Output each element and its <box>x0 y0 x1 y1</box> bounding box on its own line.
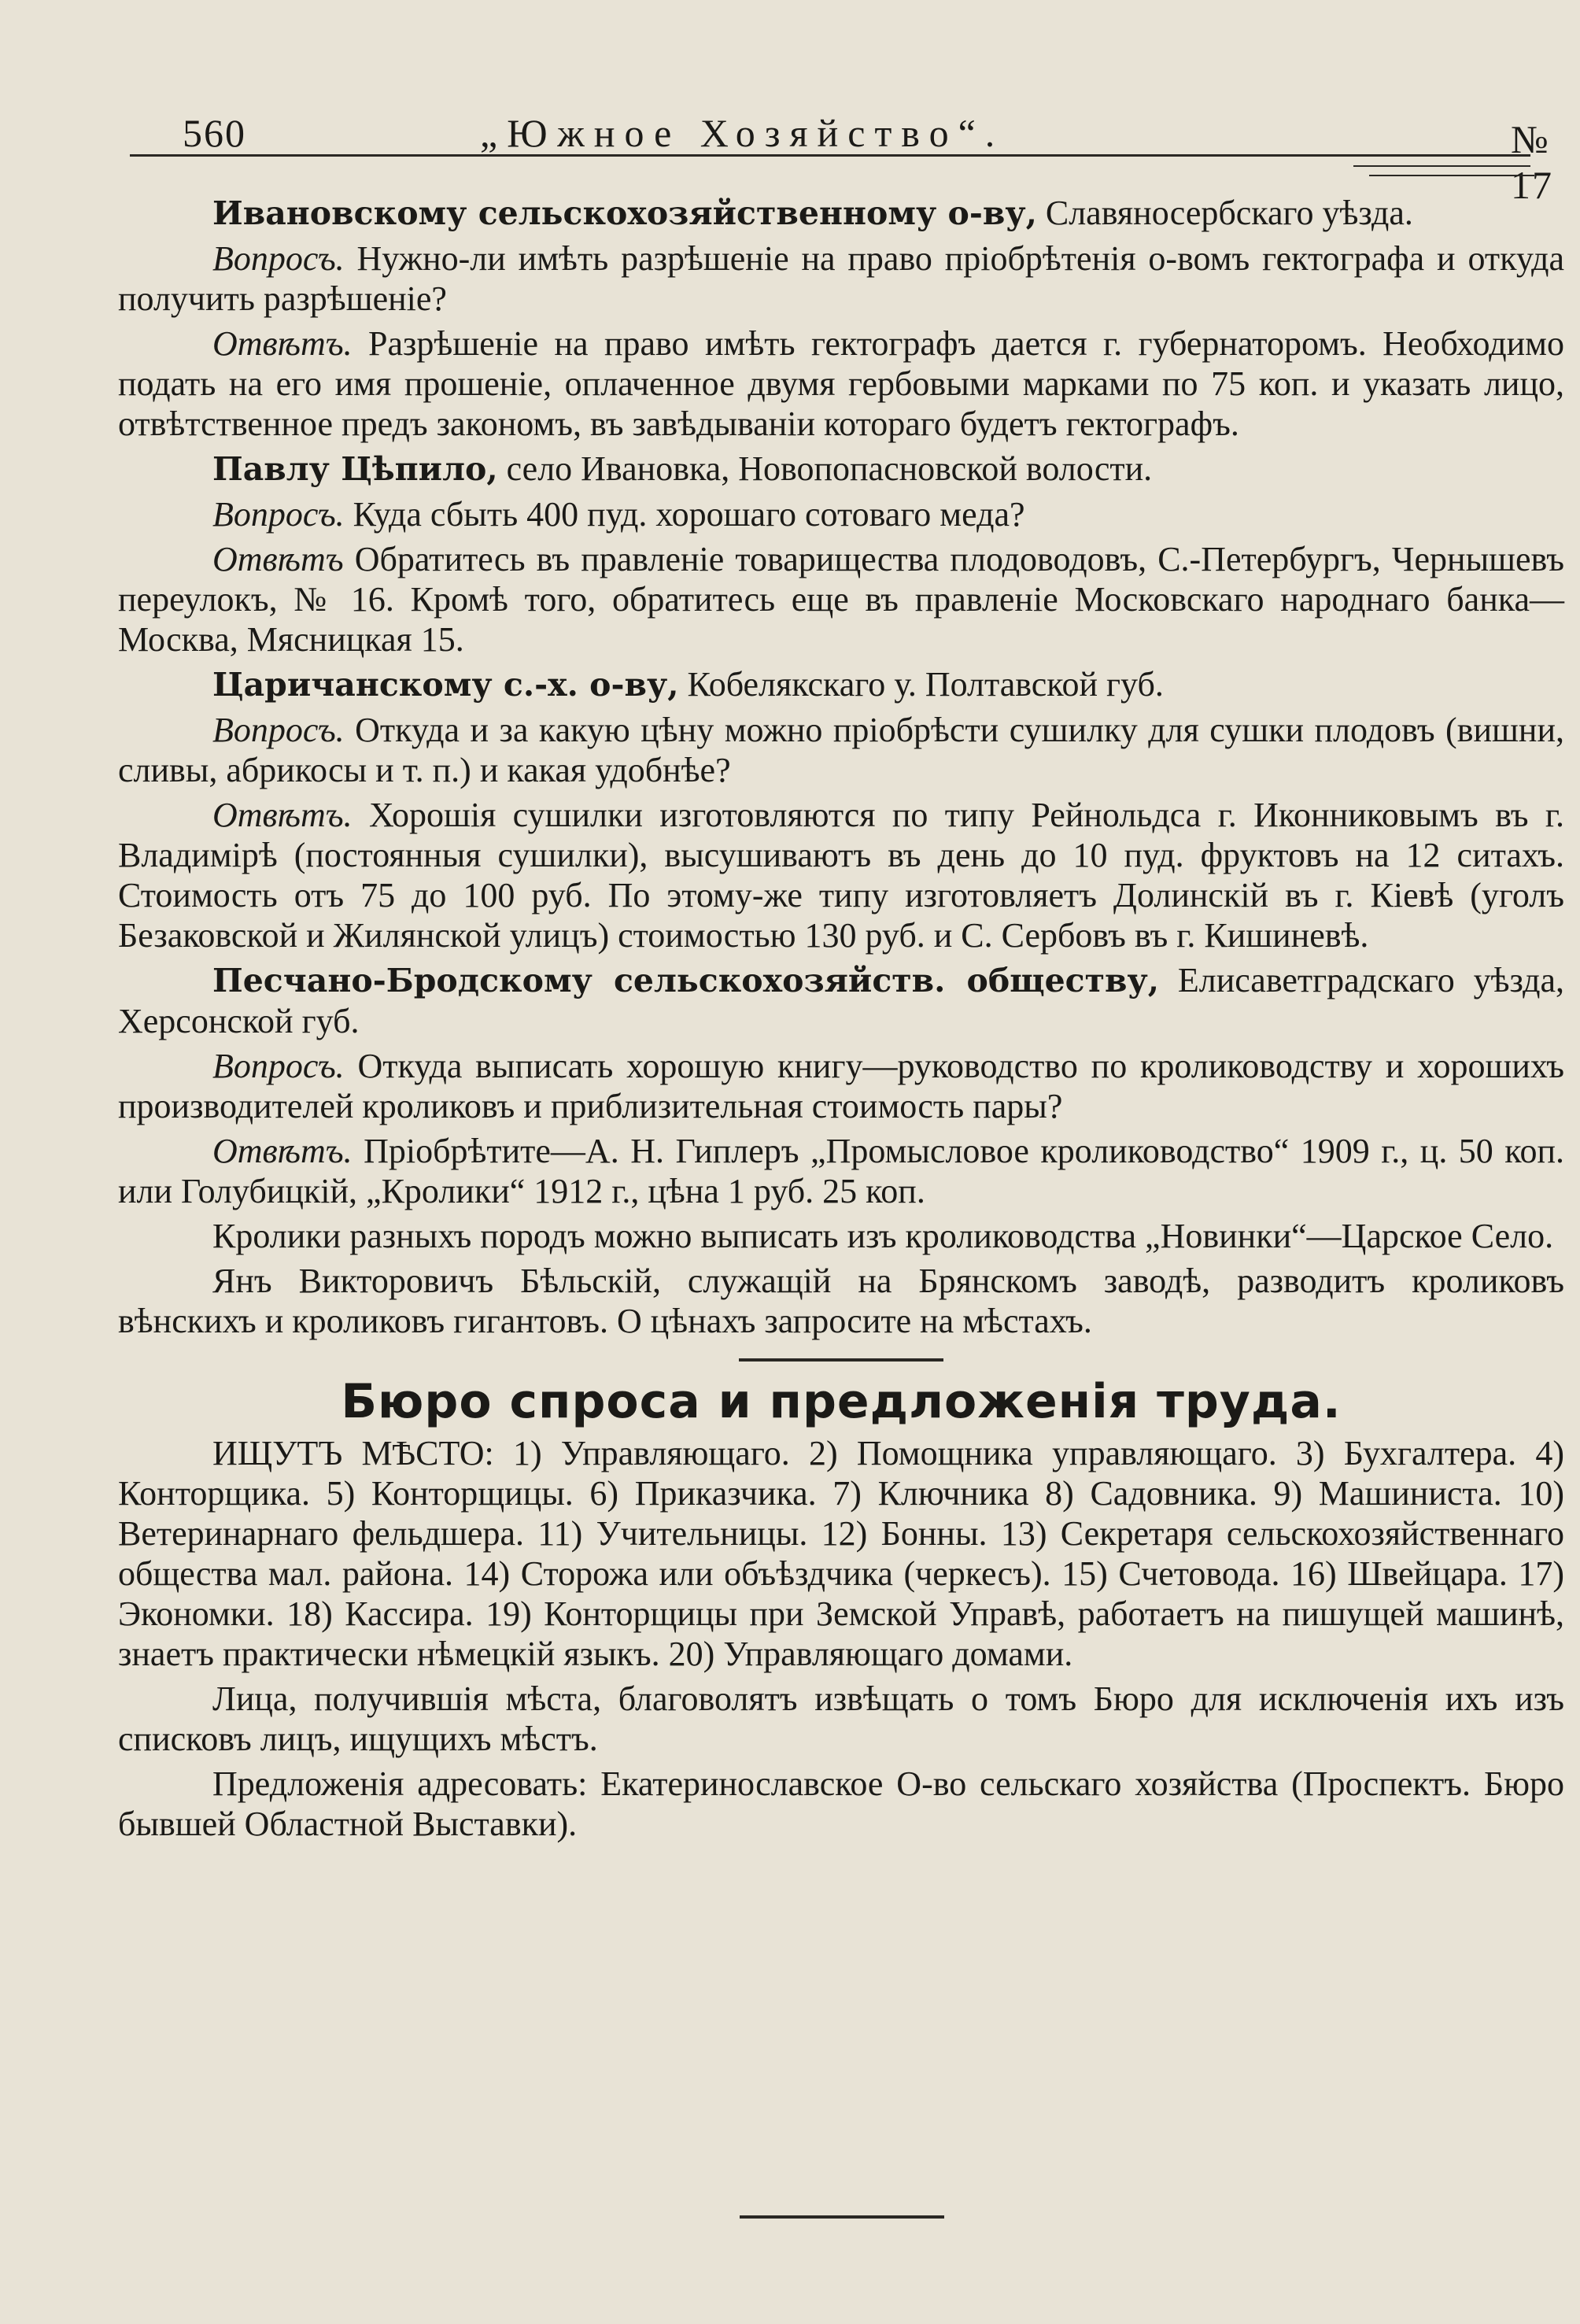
bureau-title: Бюро спроса и предложенія труда. <box>341 1374 1342 1429</box>
section-divider <box>739 1358 943 1362</box>
page-number: 560 <box>183 111 246 155</box>
extra-paragraph: Янъ Викторовичъ Бѣльскій, служащій на Брянскомъ заводѣ, разводитъ кроликовъ вѣнскихъ и кроликовъ гигантовъ. О цѣнахъ запросите на мѣстахъ. <box>118 1262 1564 1340</box>
qa-question: Вопросъ. Куда сбыть 400 пуд. хорошаго сотоваго меда? <box>212 495 1025 534</box>
header-rule-triple <box>1369 175 1534 176</box>
qa-answer: Отвѣтъ. Пріобрѣтите—А. Н. Гиплеръ „Промысловое кролиководство“ 1909 г., ц. 50 коп. или Голубицкій, „Кролики“ 1912 г., цѣна 1 руб. 25 коп. <box>118 1132 1564 1210</box>
qa-question: Вопросъ. Откуда выписать хорошую книгу—руководство по кролиководству и хорошихъ производителей кроликовъ и приблизительная стоимость пары? <box>118 1047 1564 1125</box>
header-rule-double <box>1353 165 1530 167</box>
journal-title: „Южное Хозяйство“. <box>480 111 1005 155</box>
qa-answer: Отвѣтъ. Хорошія сушилки изготовляются по типу Рейнольдса г. Иконниковымъ въ г. Владимірѣ (постоянныя сушилки), высушиваютъ въ день до 10 пуд. фруктовъ на 12 ситахъ. Стоимость отъ 75 до 100 руб. По этому-же типу изготовляетъ Долинскій въ г. Кіевѣ (уголъ Безаковской и Жилянской улицъ) стоимостью 130 руб. и С. Сербовъ въ г. Кишиневѣ. <box>118 796 1564 955</box>
qa-answer: Отвѣтъ Обратитесь въ правленіе товарищества плодоводовъ, С.-Петербургъ, Чернышевъ переулокъ, № 16. Кромѣ того, обратитесь еще въ правленіе Московскаго народнаго банка—Москва, Мясницкая 15. <box>118 540 1564 659</box>
qa-recipient: Царичанскому с.-х. о-ву, Кобелякскаго у. Полтавской губ. <box>212 665 1164 704</box>
qa-recipient: Песчано-Бродскому сельскохозяйств. обществу, Елисаветградскаго уѣзда, Херсонской губ. <box>118 961 1564 1040</box>
header-rule <box>130 154 1530 157</box>
issue-number: № 17 <box>1511 117 1553 207</box>
bureau-address: Предложенія адресовать: Екатеринославское О-во сельскаго хозяйства (Проспектъ. Бюро бывшей Областной Выставки). <box>118 1764 1564 1843</box>
qa-recipient: Павлу Цѣпило, село Ивановка, Новопопасновской волости. <box>212 449 1153 488</box>
page-header <box>118 102 1564 207</box>
end-divider <box>740 2215 944 2219</box>
bureau-notice: Лица, получившія мѣста, благоволятъ извѣщать о томъ Бюро для исключенія ихъ изъ списковъ лицъ, ищущихъ мѣстъ. <box>118 1679 1564 1758</box>
extra-paragraph: Кролики разныхъ породъ можно выписать изъ кролиководства „Новинки“—Царское Село. <box>212 1217 1554 1255</box>
bureau-list: ИЩУТЪ МѢСТО: 1) Управляющаго. 2) Помощника управляющаго. 3) Бухгалтера. 4) Конторщика. 5) Конторщицы. 6) Приказчика. 7) Ключника 8) Садовника. 9) Машиниста. 10) Ветеринарнаго фельдшера. 11) Учительницы. 12) Бонны. 13) Секретаря сельскохозяйственнаго общества мал. района. 14) Сторожа или объѣздчика (черкесъ). 15) Счетовода. 16) Швейцара. 17) Экономки. 18) Кассира. 19) Конторщицы при Земской Управѣ, работаетъ на пишущей машинѣ, знаетъ практически нѣмецкій языкъ. 20) Управляющаго домами. <box>118 1434 1564 1673</box>
qa-question: Вопросъ. Откуда и за какую цѣну можно пріобрѣсти сушилку для сушки плодовъ (вишни, сливы, абрикосы и т. п.) и какая удобнѣе? <box>118 711 1564 789</box>
qa-recipient: Ивановскому сельскохозяйственному о-ву, Славяносербскаго уѣзда. <box>212 194 1413 232</box>
qa-answer: Отвѣтъ. Разрѣшеніе на право имѣть гектографъ дается г. губернаторомъ. Необходимо подать на его имя прошеніе, оплаченное двумя гербовыми марками по 75 коп. и указать лицо, отвѣтственное предъ закономъ, въ завѣдываніи котораго будетъ гектографъ. <box>118 324 1564 443</box>
article-body <box>118 193 1564 1849</box>
qa-question: Вопросъ. Нужно-ли имѣть разрѣшеніе на право пріобрѣтенія о-вомъ гектографа и откуда получить разрѣшеніе? <box>118 239 1564 318</box>
